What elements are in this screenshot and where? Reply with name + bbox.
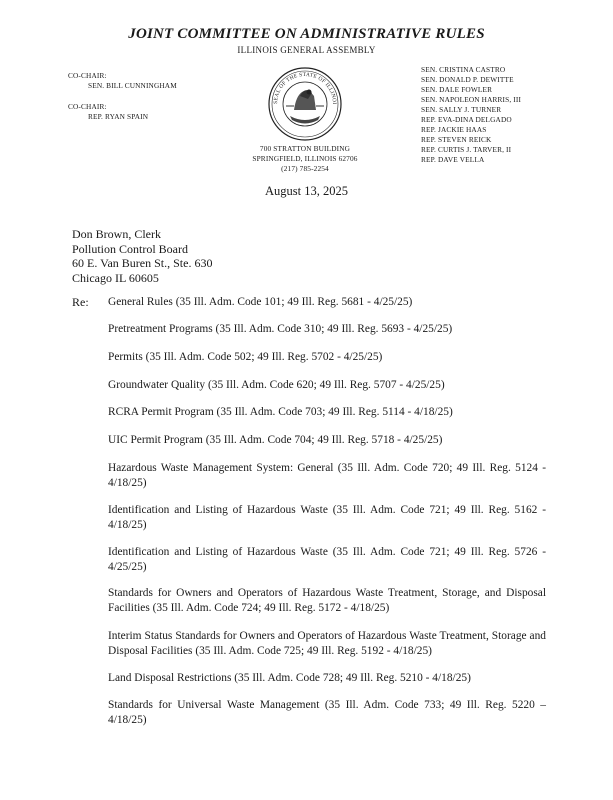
- address-building: 700 STRATTON BUILDING: [259, 144, 351, 153]
- rule-item: RCRA Permit Program (35 Ill. Adm. Code 703; 49 Ill. Reg. 5114 - 4/18/25): [108, 406, 453, 418]
- co-chair-name: SEN. BILL CUNNINGHAM: [88, 81, 177, 90]
- co-chair-name: REP. RYAN SPAIN: [88, 112, 149, 121]
- recipient-address-block: [72, 227, 212, 285]
- recipient-line: Chicago IL 60605: [72, 270, 159, 285]
- address-city: SPRINGFIELD, ILLINOIS 62706: [252, 154, 358, 163]
- address-phone: (217) 785-2254: [281, 164, 329, 173]
- member-name: SEN. DONALD P. DEWITTE: [421, 75, 514, 84]
- committee-title: JOINT COMMITTEE ON ADMINISTRATIVE RULES: [128, 26, 485, 42]
- member-name: SEN. CRISTINA CASTRO: [421, 65, 506, 74]
- member-name: REP. EVA-DINA DELGADO: [421, 115, 512, 124]
- rule-item: Identification and Listing of Hazardous Waste (35 Ill. Adm. Code 721; 49 Ill. Reg. 5726 - 4/25/25): [108, 546, 546, 573]
- rule-item: Standards for Universal Waste Management (35 Ill. Adm. Code 733; 49 Ill. Reg. 5220 – 4/18/25): [108, 699, 546, 726]
- recipient-line: 60 E. Van Buren St., Ste. 630: [72, 256, 213, 270]
- committee-members-list: [421, 65, 521, 165]
- rule-item: Hazardous Waste Management System: General (35 Ill. Adm. Code 720; 49 Ill. Reg. 5124 - 4/18/25): [108, 462, 546, 489]
- rule-item: Groundwater Quality (35 Ill. Adm. Code 620; 49 Ill. Reg. 5707 - 4/25/25): [108, 379, 445, 391]
- member-name: SEN. DALE FOWLER: [421, 85, 493, 94]
- rule-item: Land Disposal Restrictions (35 Ill. Adm. Code 728; 49 Ill. Reg. 5210 - 4/18/25): [108, 672, 471, 684]
- co-chair-label: CO-CHAIR:: [68, 71, 107, 80]
- assembly-subtitle: ILLINOIS GENERAL ASSEMBLY: [237, 45, 376, 55]
- recipient-line: Pollution Control Board: [72, 241, 189, 256]
- rule-item: Standards for Owners and Operators of Hazardous Waste Treatment, Storage, and Disposal Facilities (35 Ill. Adm. Code 724; 49 Ill. Reg. 5172 - 4/18/25): [108, 587, 546, 614]
- member-name: REP. JACKIE HAAS: [421, 125, 487, 134]
- rule-item: Permits (35 Ill. Adm. Code 502; 49 Ill. Reg. 5702 - 4/25/25): [108, 351, 383, 363]
- rule-item: Identification and Listing of Hazardous Waste (35 Ill. Adm. Code 721; 49 Ill. Reg. 5162 - 4/18/25): [108, 504, 546, 531]
- rule-item: Pretreatment Programs (35 Ill. Adm. Code 310; 49 Ill. Reg. 5693 - 4/25/25): [108, 323, 453, 335]
- seal-text: SEAL OF THE STATE OF ILLINOI: [272, 71, 338, 105]
- rule-item: Interim Status Standards for Owners and Operators of Hazardous Waste Treatment, Storage and Disposal Facilities (35 Ill. Adm. Code 725; 49 Ill. Reg. 5192 - 4/18/25): [108, 630, 546, 657]
- rule-item: General Rules (35 Ill. Adm. Code 101; 49 Ill. Reg. 5681 - 4/25/25): [108, 296, 413, 308]
- member-name: REP. CURTIS J. TARVER, II: [421, 145, 512, 154]
- office-address: [230, 144, 380, 174]
- re-label: Re:: [72, 295, 89, 309]
- member-name: REP. STEVEN REICK: [421, 135, 492, 144]
- member-name: REP. DAVE VELLA: [421, 155, 485, 164]
- letter-date: August 13, 2025: [265, 184, 348, 198]
- recipient-line: Don Brown, Clerk: [72, 227, 161, 241]
- co-chair-label: CO-CHAIR:: [68, 102, 107, 111]
- rule-item: UIC Permit Program (35 Ill. Adm. Code 704; 49 Ill. Reg. 5718 - 4/25/25): [108, 434, 443, 446]
- state-seal-icon: [258, 66, 352, 142]
- member-name: SEN. NAPOLEON HARRIS, III: [421, 95, 522, 104]
- member-name: SEN. SALLY J. TURNER: [421, 105, 502, 114]
